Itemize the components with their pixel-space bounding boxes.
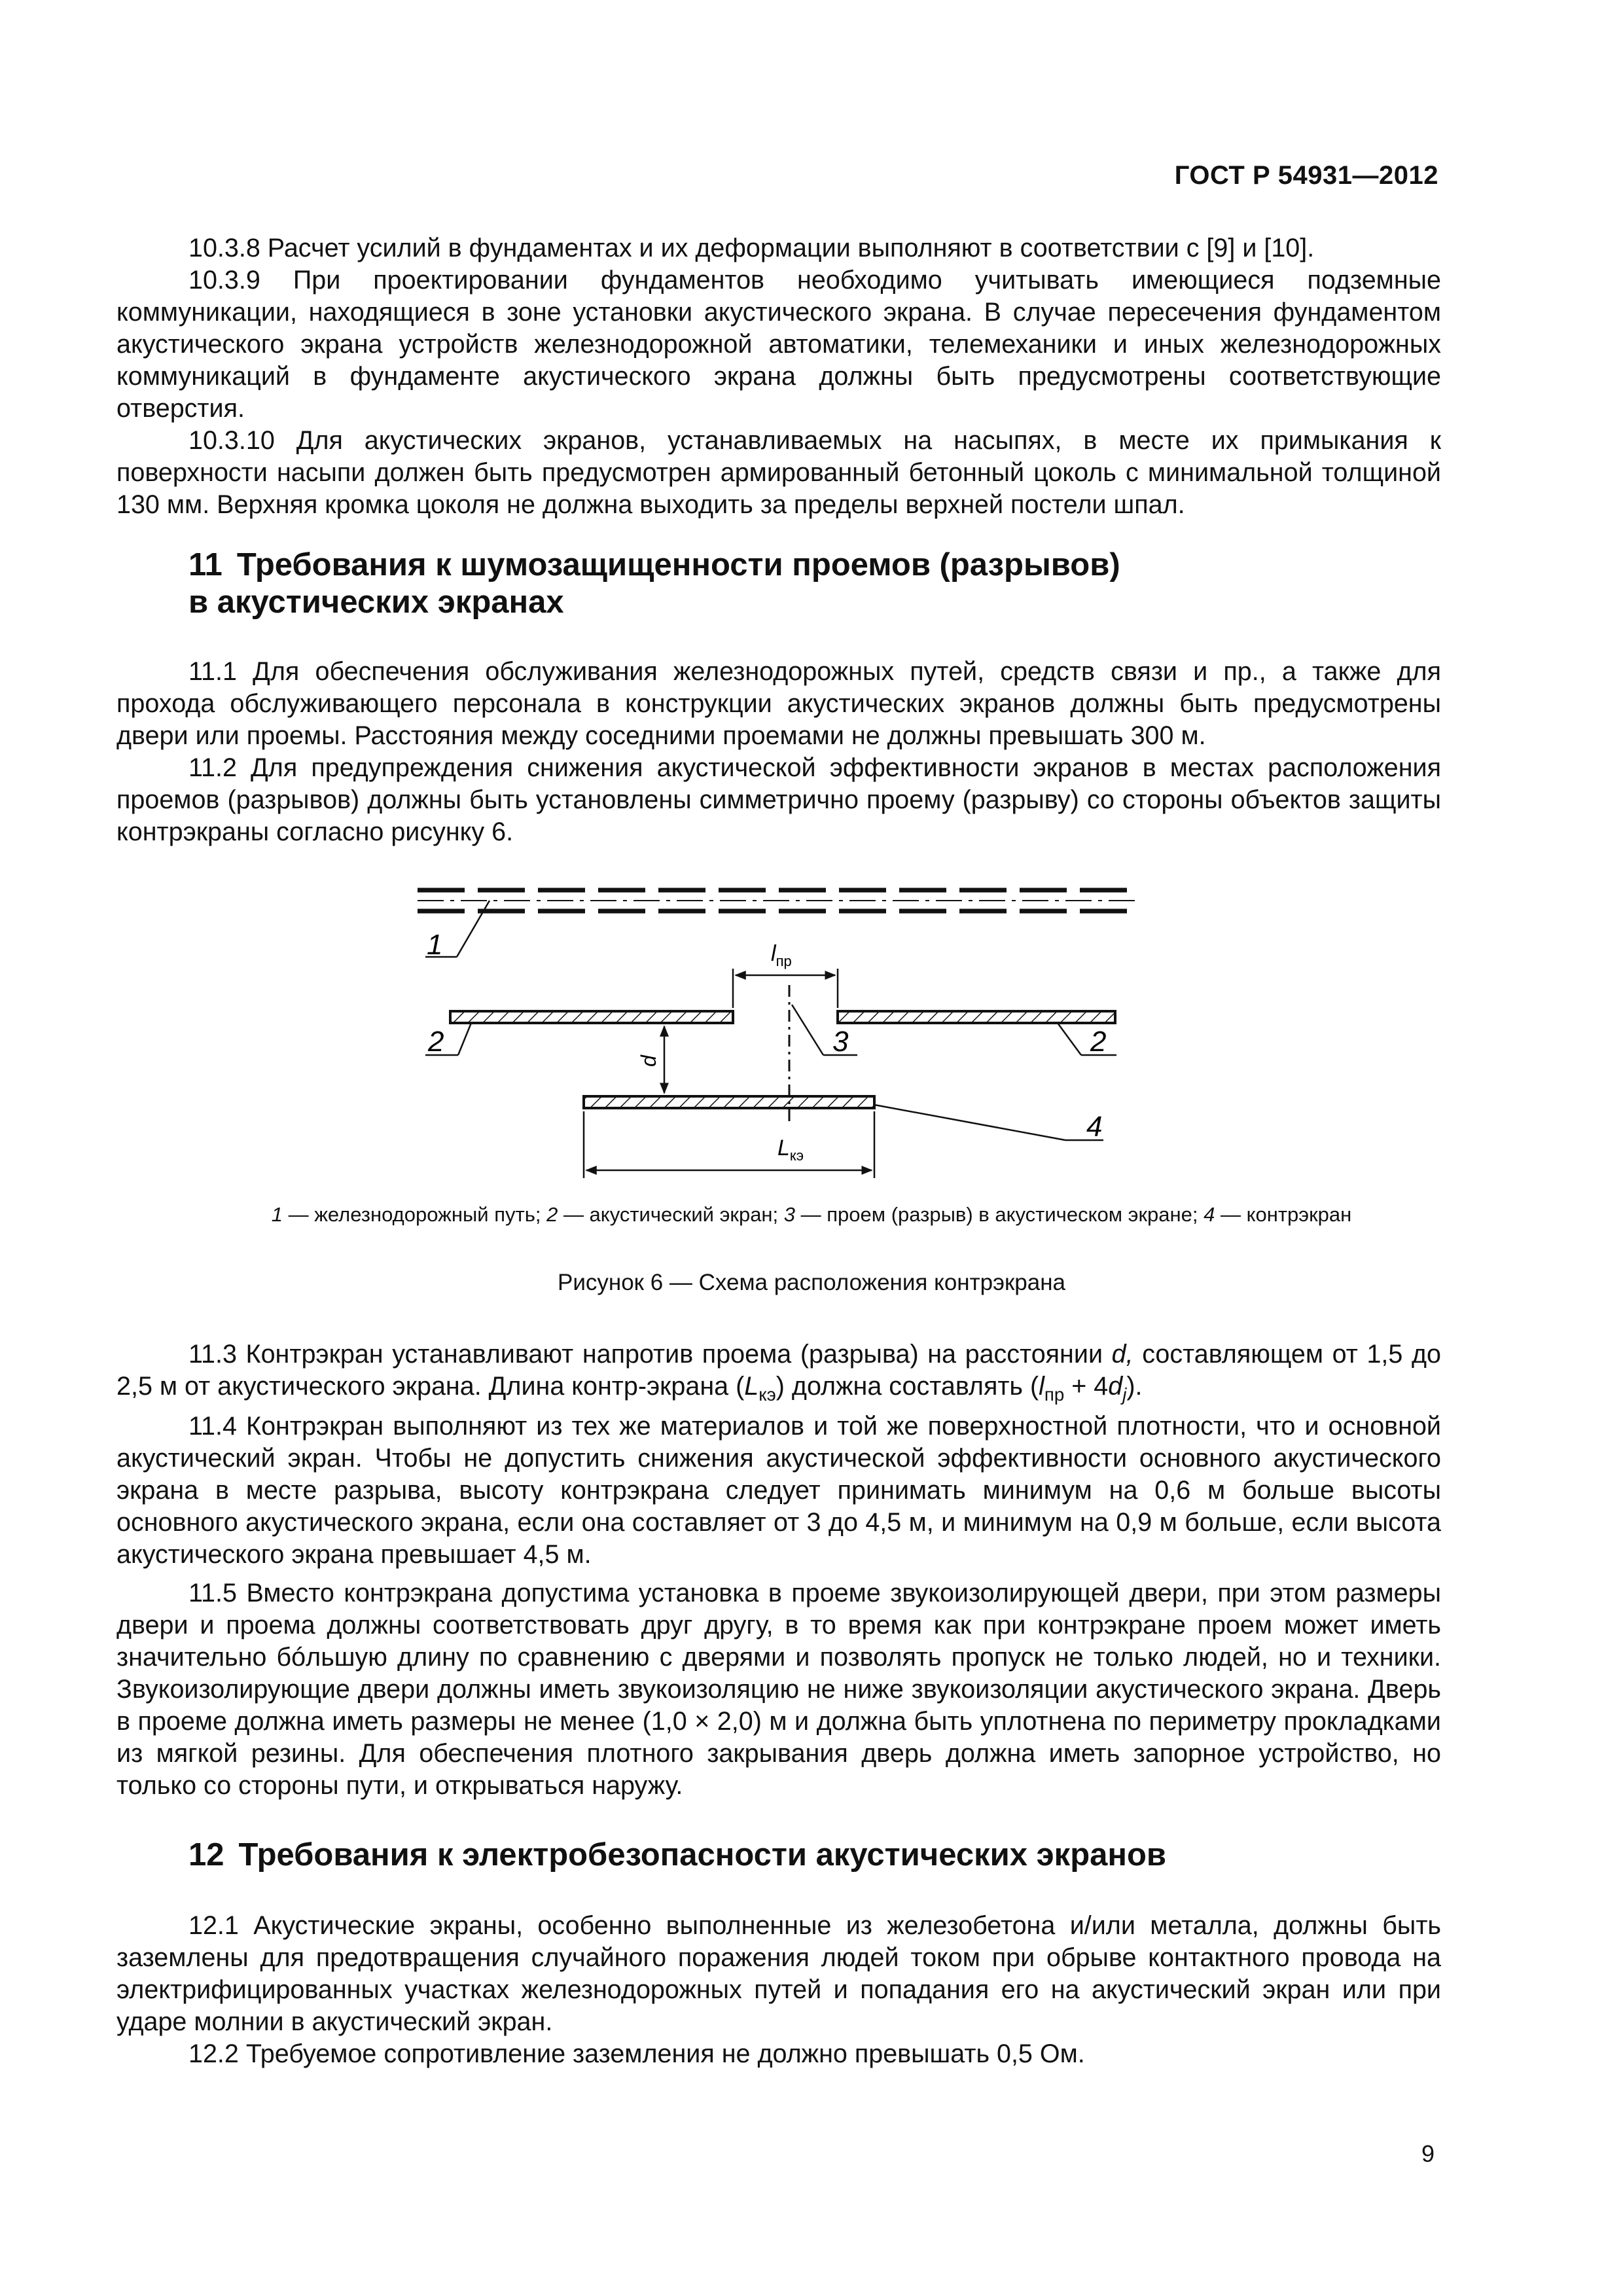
label-l-pr: $l_{пр}$	[771, 941, 792, 969]
paragraph-12-1: 12.1 Акустические экраны, особенно выполненные из железобетона и/или металла, должны быть заземлены для предотвращения случайного поражения людей током при обрыве контактного провода на электрифицированных участках железнодорожных путей и попадания его на акустический экран или при ударе молнии в акустический экран.	[116, 1911, 1441, 2036]
paragraph-10-3-10: 10.3.10 Для акустических экранов, устанавливаемых на насыпях, в месте их примыкания к поверхности насыпи должен быть предусмотрен армированный бетонный цоколь с минимальной толщиной 130 мм. Верхняя кромка цоколя не должна выходить за пределы верхней постели шпал.	[116, 426, 1441, 519]
section-12-number: 12	[188, 1837, 224, 1873]
label-2-left: 2	[428, 1026, 444, 1058]
document-code: ГОСТ Р 54931—2012	[1174, 161, 1438, 190]
paragraph-11-5: 11.5 Вместо контрэкрана допустима установка в проеме звукоизолирующей двери, при этом размеры двери и проема должны соответствовать друг другу, в то время как при контрэкране проем может иметь значительно бóльшую длину по сравнению с дверями и позволять пропуск не только людей, но и техники. Звукоизолирующие двери должны иметь звукоизоляцию не ниже звукоизоляции акустического экрана. Дверь в проеме должна иметь размеры не менее (1,0 × 2,0) м и должна быть уплотнена по периметру прокладками из мягкой резины. Для обеспечения плотного закрывания дверь должна иметь запорное устройство, но только со стороны пути, и открываться наружу.	[116, 1578, 1441, 1800]
legend-num-2: 2	[546, 1203, 558, 1226]
section-11-heading	[188, 547, 1432, 621]
acoustic-screen	[450, 1011, 1115, 1023]
legend-num-1: 1	[271, 1203, 283, 1226]
paragraph-11-4: 11.4 Контрэкран выполняют из тех же материалов и той же поверхностной плотности, что и основной акустический экран. Чтобы не допустить снижения акустической эффективности основного акустического экрана в месте разрыва, высоту контрэкрана следует принимать минимум на 0,6 м больше высоты основного акустического экрана, если она составляет от 3 до 4,5 м, и минимум на 0,9 м больше, если высота акустического экрана превышает 4,5 м.	[116, 1411, 1441, 1569]
figure-caption: Рисунок 6 — Схема расположения контрэкрана	[557, 1270, 1066, 1295]
label-3: 3	[832, 1026, 849, 1058]
figure-legend	[0, 1203, 1623, 1227]
legend-text-2: — акустический экран;	[558, 1203, 784, 1226]
legend-num-3: 3	[783, 1203, 796, 1226]
section-11-number: 11	[188, 547, 223, 583]
leader-3	[792, 1005, 823, 1055]
paragraph-10-3-8: 10.3.8 Расчет усилий в фундаментах и их деформации выполняют в соответствии с [9] и [10].	[188, 234, 1315, 262]
legend-text-1: — железнодорожный путь;	[282, 1203, 547, 1226]
paragraph-10-3-9: 10.3.9 При проектировании фундаментов необходимо учитывать имеющиеся подземные коммуникации, находящиеся в зоне установки акустического экрана. В случае пересечения фундаментом акустического экрана устройств железнодорожной автоматики, телемеханики и иных железнодорожных коммуникаций в фундаменте акустического экрана должны быть предусмотрены соответствующие отверстия.	[116, 266, 1441, 423]
paragraph-12-2: 12.2 Требуемое сопротивление заземления не должно превышать 0,5 Ом.	[188, 2039, 1085, 2068]
legend-text-3: — проем (разрыв) в акустическом экране;	[795, 1203, 1204, 1226]
text-block-10-3	[116, 232, 1441, 521]
paragraph-11-1: 11.1 Для обеспечения обслуживания железнодорожных путей, средств связи и пр., а также для прохода обслуживающего персонала в конструкции акустических экранов должны быть предусмотрены двери или проемы. Расстояния между соседними проемами не должны превышать 300 м.	[116, 657, 1441, 750]
paragraph-11-2: 11.2 Для предупреждения снижения акустической эффективности экранов в местах расположения проемов (разрывов) должны быть установлены симметрично проему (разрыву) со стороны объектов защиты контрэкраны согласно рисунку 6.	[116, 753, 1441, 846]
legend-text-4: — контрэкран	[1215, 1203, 1352, 1226]
railway-track	[418, 890, 1139, 911]
figure-6-diagram	[406, 877, 1152, 1185]
gap-length-dimension	[733, 969, 838, 1008]
section-12-heading	[188, 1837, 1432, 1874]
counter-screen-length-dimension	[584, 1111, 874, 1178]
label-l-ke: $L_{кэ}$	[777, 1136, 804, 1164]
text-block-11-3	[116, 1338, 1441, 1802]
section-11-title-line1: Требования к шумозащищенности проемов (разрывов)	[236, 547, 1120, 583]
leader-2-left	[458, 1023, 471, 1055]
label-d: d	[637, 1055, 660, 1067]
page-number: 9	[1421, 2140, 1435, 2167]
label-4: 4	[1086, 1111, 1103, 1143]
paragraph-11-3: 11.3 Контрэкран устанавливают напротив проема (разрыва) на расстоянии d, составляющем от 1,5 до 2,5 м от акустического экрана. Длина контр-экрана $(L_{кэ})$ должна составлять $(l_{пр} + 4d_j)$.	[116, 1340, 1441, 1405]
counter-screen	[584, 1096, 874, 1108]
leader-2-right	[1058, 1023, 1081, 1055]
text-block-11	[116, 656, 1441, 848]
section-12-title: Требования к электробезопасности акустических экранов	[238, 1837, 1167, 1873]
leader-4	[874, 1105, 1065, 1140]
label-1: 1	[427, 929, 443, 961]
label-2-right: 2	[1090, 1026, 1107, 1058]
legend-num-4: 4	[1204, 1203, 1215, 1226]
section-11-title-line2: в акустических экранах	[188, 584, 564, 620]
text-block-12	[116, 1910, 1441, 2070]
